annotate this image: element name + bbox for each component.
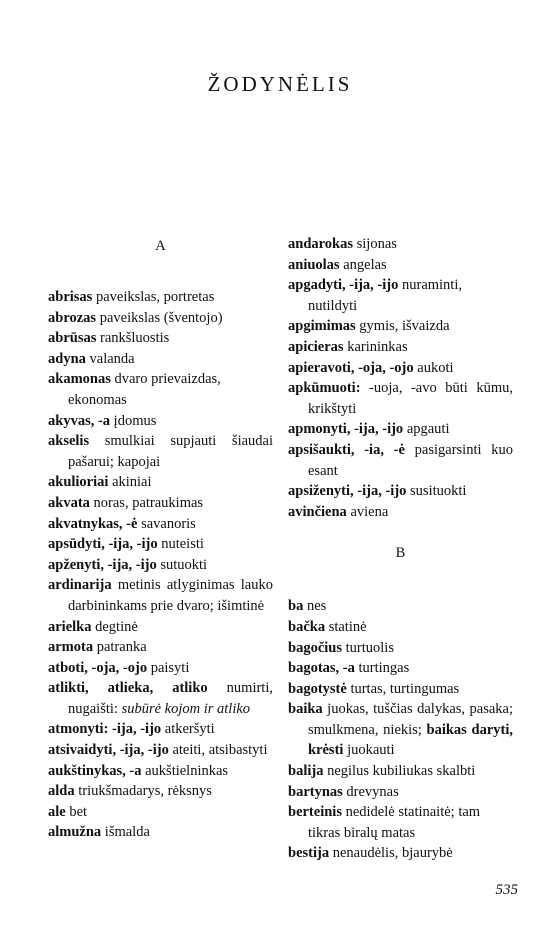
entry-headword: almužna <box>48 824 102 841</box>
entry-headword: apženyti, -ija, -ijo <box>48 556 157 573</box>
dictionary-entry <box>288 275 513 316</box>
entry-definition: pasigarsinti kuo esant <box>308 441 513 479</box>
entry-definition: susituokti <box>410 483 467 500</box>
entry-headword: armota <box>48 639 94 656</box>
entry-headword: akselis <box>48 433 90 450</box>
dictionary-entry <box>48 369 273 410</box>
dictionary-entry <box>48 287 273 308</box>
entry-headword: ba <box>288 598 304 615</box>
entry-headword: apgadyti, -ija, -ijo <box>288 277 399 294</box>
entry-definition: metinis atlyginimas lauko darbininkams prie dvaro; išimtinė <box>68 577 273 614</box>
entry-headword: apsūdyti, -ija, -ijo <box>48 536 158 553</box>
entry-definition: triukšmadarys, rėksnys <box>78 783 212 800</box>
entry-definition: aviena <box>350 503 389 520</box>
page-title: ŽODYNĖLIS <box>207 72 353 96</box>
entry-definition: turtingas <box>358 660 410 677</box>
entry-definition: turtas, turtingumas <box>350 680 460 697</box>
entry-headword: adyna <box>48 350 86 367</box>
dictionary-entry <box>288 378 513 419</box>
entry-definition: turtuolis <box>345 639 394 656</box>
dictionary-entry <box>48 658 273 679</box>
entry-definition: statinė <box>328 618 367 635</box>
entry-headword: atlikti, atlieka, atliko <box>48 680 208 697</box>
dictionary-entry <box>288 358 513 379</box>
dictionary-entry <box>288 679 513 700</box>
entry-headword: aniuolas <box>288 256 340 273</box>
entry-headword: berteinis <box>288 804 342 821</box>
entry-headword: abrozas <box>48 309 97 326</box>
entry-headword: avinčiena <box>288 503 347 520</box>
right-column <box>288 234 513 864</box>
entry-definition: noras, patraukimas <box>93 494 204 511</box>
dictionary-entry <box>48 740 273 761</box>
entry-definition: nuraminti, nutildyti <box>308 277 462 314</box>
dictionary-entry <box>48 493 273 514</box>
dictionary-entry <box>288 316 513 337</box>
dictionary-entry <box>288 255 513 276</box>
entry-headword: atmonyti: -ija, -ijo <box>48 721 162 738</box>
entry-headword: apgimimas <box>288 318 356 335</box>
dictionary-entry <box>48 802 273 823</box>
entry-definition: atkeršyti <box>164 721 215 738</box>
entry-definition: aukoti <box>417 359 454 376</box>
entry-definition: angelas <box>343 256 387 273</box>
entry-definition: bet <box>69 803 88 820</box>
dictionary-entry <box>288 440 513 481</box>
dictionary-entry <box>48 761 273 782</box>
entry-headword: bagotystė <box>288 680 347 697</box>
entry-definition: paveikslas (šventojo) <box>99 309 223 326</box>
entry-headword: arielka <box>48 618 92 635</box>
entry-headword: apsiženyti, -ija, -ijo <box>288 483 407 500</box>
entry-headword: apieravoti, -oja, -ojo <box>288 359 414 376</box>
dictionary-entry <box>288 761 513 782</box>
dictionary-entry <box>48 555 273 576</box>
entry-definition: patranka <box>96 639 147 656</box>
entry-definition: ateiti, atsibastyti <box>172 742 268 759</box>
entry-headword: apicieras <box>288 338 344 355</box>
entry-headword: bartynas <box>288 783 343 800</box>
dictionary-entry <box>48 431 273 472</box>
dictionary-entry <box>288 658 513 679</box>
dictionary-entry <box>288 802 513 843</box>
entry-definition: paveikslas, portretas <box>95 289 215 305</box>
entry-subdefinition: juokauti <box>347 742 395 759</box>
dictionary-entry <box>288 782 513 803</box>
dictionary-entry <box>288 617 513 638</box>
entry-headword: baika <box>288 701 323 718</box>
entry-definition: -uoja, -avo būti kūmu, krikštyti <box>308 380 513 417</box>
entry-headword: balija <box>288 763 324 780</box>
dictionary-entry <box>288 234 513 255</box>
entry-headword: atsivaidyti, -ija, -ijo <box>48 742 169 759</box>
dictionary-entry <box>288 699 513 761</box>
entry-definition: sutuokti <box>160 556 208 573</box>
entry-definition: rankšluostis <box>99 330 170 347</box>
entry-headword: apsišaukti, -ia, -ė <box>288 441 405 458</box>
entry-definition: paisyti <box>150 659 190 676</box>
entry-headword: apkūmuoti: <box>288 380 361 397</box>
dictionary-entry <box>48 349 273 370</box>
dictionary-entry <box>48 411 273 432</box>
dictionary-entry <box>48 781 273 802</box>
entry-subheadword: baikas daryti, krėsti <box>308 721 513 759</box>
dictionary-entry <box>48 719 273 740</box>
dictionary-entry <box>48 308 273 329</box>
dictionary-entry <box>48 637 273 658</box>
entry-headword: ale <box>48 803 66 820</box>
entry-headword: bačka <box>288 618 326 635</box>
entry-headword: apmonyti, -ija, -ijo <box>288 421 404 438</box>
entry-definition: savanoris <box>141 515 196 532</box>
entry-definition: apgauti <box>406 421 450 438</box>
entry-headword: aukštinykas, -a <box>48 762 142 779</box>
section-letter-a: A <box>155 238 166 254</box>
entry-definition: nes <box>306 598 327 615</box>
entry-headword: akvatnykas, -ė <box>48 515 138 532</box>
dictionary-entry <box>288 502 513 523</box>
dictionary-entry <box>288 638 513 659</box>
entry-definition: negilus kubiliukas skalbti <box>327 763 476 780</box>
entry-definition: nedidelė statinaitė; tam tikras biralų matas <box>308 804 481 841</box>
page-number: 535 <box>495 882 518 898</box>
entry-headword: bagotas, -a <box>288 660 355 677</box>
entry-headword: bagočius <box>288 639 342 656</box>
dictionary-entry <box>48 328 273 349</box>
entry-definition: numirti, nugaišti: <box>68 680 273 717</box>
entry-example: subūrė kojom ir atliko <box>121 700 251 717</box>
entry-headword: akvata <box>48 494 90 511</box>
entry-headword: akamonas <box>48 371 111 388</box>
entry-definition: įdomus <box>113 412 157 429</box>
entry-headword: akulioriai <box>48 474 109 491</box>
entry-headword: bestija <box>288 845 330 862</box>
entry-headword: abrisas <box>48 289 93 305</box>
entry-headword: ardinarija <box>48 577 112 594</box>
entries-a-continued-list <box>288 234 513 522</box>
entries-a-list <box>48 287 273 843</box>
entry-definition: sijonas <box>356 236 397 252</box>
entry-headword: abrūsas <box>48 330 97 347</box>
dictionary-entry <box>288 843 513 864</box>
entry-definition: degtinė <box>95 618 138 635</box>
dictionary-entry <box>288 596 513 617</box>
entries-b-list <box>288 596 513 864</box>
section-letter-b: B <box>395 545 406 562</box>
entry-definition: išmalda <box>104 824 150 841</box>
entry-headword: atboti, -oja, -ojo <box>48 659 148 676</box>
entry-definition: akiniai <box>112 474 152 491</box>
dictionary-entry <box>48 534 273 555</box>
entry-definition: juokas, tuščias dalykas, pasaka; smulkmena, niekis; <box>308 701 514 738</box>
dictionary-entry <box>48 575 273 616</box>
entry-definition: gymis, išvaizda <box>359 318 450 335</box>
entry-headword: akyvas, -a <box>48 412 111 429</box>
entry-definition: aukštielninkas <box>145 762 229 779</box>
entry-definition: karininkas <box>347 338 408 355</box>
dictionary-entry <box>48 822 273 843</box>
entry-headword: alda <box>48 783 75 800</box>
entry-definition: nenaudėlis, bjaurybė <box>332 845 453 862</box>
dictionary-entry <box>288 337 513 358</box>
entry-definition: drevynas <box>346 783 399 800</box>
entry-definition: valanda <box>89 350 135 367</box>
dictionary-entry <box>288 481 513 502</box>
dictionary-entry <box>288 419 513 440</box>
entry-definition: smulkiai supjauti šiaudai pašarui; kapojai <box>68 433 273 470</box>
left-column <box>48 234 273 843</box>
entry-headword: andarokas <box>288 236 354 252</box>
dictionary-entry <box>48 472 273 493</box>
entry-definition: nuteisti <box>161 536 204 553</box>
entry-definition: dvaro prievaizdas, ekonomas <box>68 371 221 408</box>
dictionary-entry <box>48 678 273 719</box>
dictionary-entry <box>48 617 273 638</box>
dictionary-entry <box>48 514 273 535</box>
